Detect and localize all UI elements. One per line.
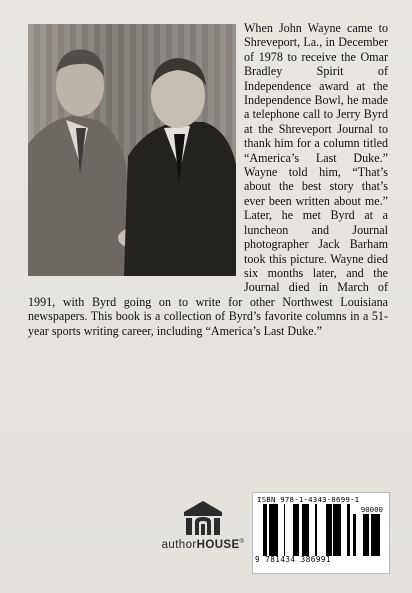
addon-barcode-bars bbox=[353, 514, 385, 556]
publisher-name: authorHOUSE® bbox=[161, 539, 245, 551]
isbn-barcode bbox=[252, 492, 390, 574]
isbn-text: ISBN 978-1-4343-8699-1 bbox=[257, 495, 360, 504]
description-paragraph: When John Wayne came to Shreveport, La., in December of 1978 to receive the Omar Bradley Spirit of Independence award at the Independence Bowl, he made a telephone call to Jerry Byrd at the Shreveport Journal to thank him for a column titled “America’s Last Duke.” Wayne told him, “That’s about the best story that’s ever been written about me.” Later, he met Byrd at a luncheon and Journal photographer Jack Barham took this picture. Wayne died six months later, and the Journal died in March of 1991, with Byrd going on to write for other Northwest Louisiana newspapers. This book is a collection of Byrd’s favorite columns in a 51-year sports writing career, including “America’s Last Duke.” bbox=[28, 21, 388, 338]
authorhouse-house-icon bbox=[183, 500, 223, 536]
barcode-bars bbox=[263, 504, 351, 556]
publisher-logo bbox=[155, 500, 251, 551]
description-text bbox=[28, 21, 388, 338]
ean-digits: 9 781434 386991 bbox=[255, 555, 332, 564]
price-code: 90000 bbox=[360, 505, 383, 514]
